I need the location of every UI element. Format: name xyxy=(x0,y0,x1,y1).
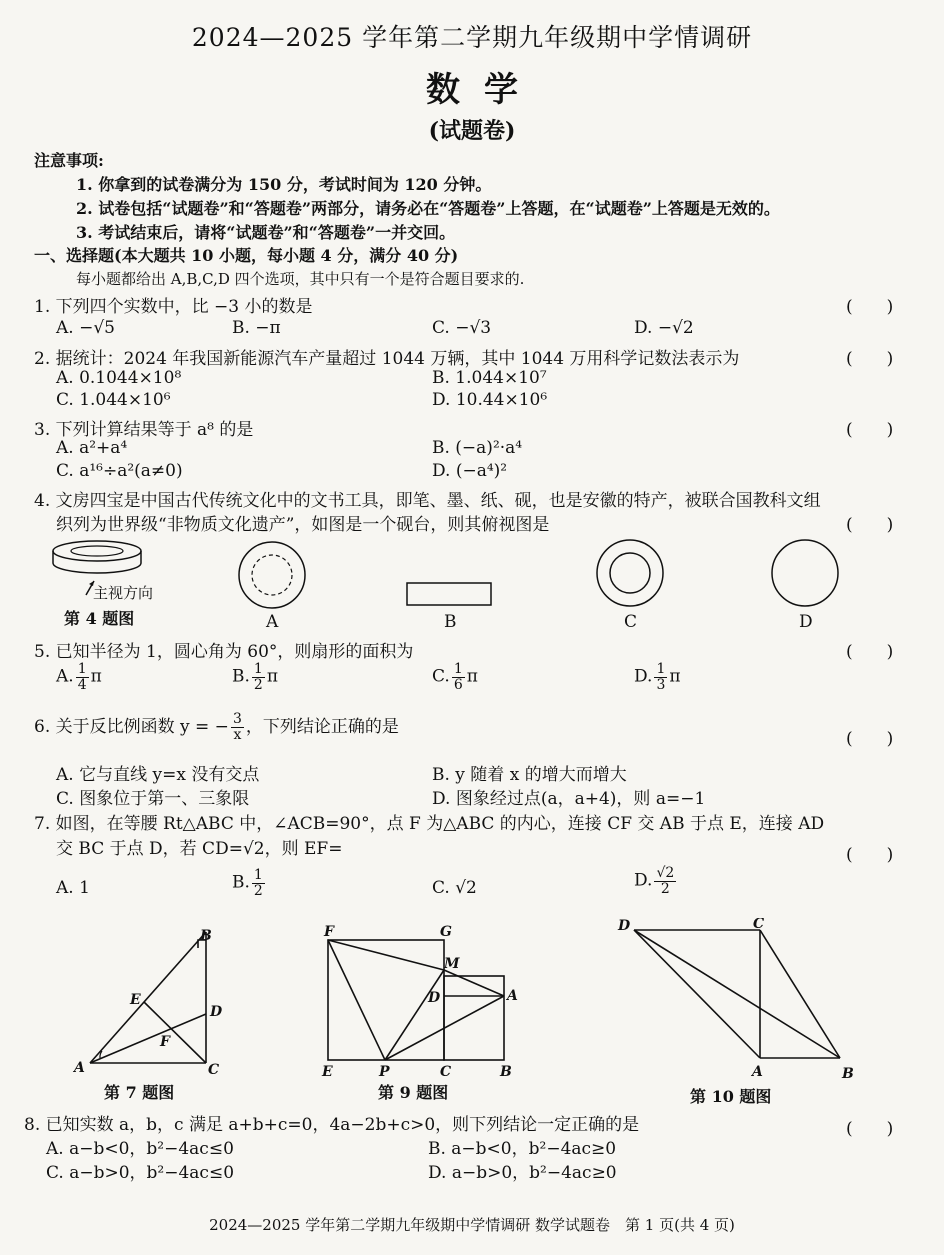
question-8-option-c: C. a−b>0，b²−4ac≤0 xyxy=(46,1163,235,1183)
view-option-a xyxy=(239,542,305,608)
fig10-point-label: C xyxy=(753,918,765,932)
fig7-point-label: E xyxy=(130,992,141,1008)
figure-7-caption: 第 7 题图 xyxy=(104,1083,175,1102)
figure-7-diagram xyxy=(90,932,206,1063)
fig9-point-label: M xyxy=(444,956,460,972)
question-6-stem: 6. 关于反比例函数 y = − $\frac{3}{x}$ ，下列结论正确的是 xyxy=(34,711,399,743)
fig9-point-label: P xyxy=(379,1064,390,1080)
question-3-option-c: C. a¹⁶÷a²(a≠0) xyxy=(56,461,183,481)
question-8-option-a: A. a−b<0，b²−4ac≤0 xyxy=(46,1139,234,1159)
question-6-option-b: B. y 随着 x 的增大而增大 xyxy=(432,765,627,785)
question-6-option-c: C. 图象位于第一、三象限 xyxy=(56,789,250,809)
fig7-point-label: D xyxy=(210,1004,223,1020)
fig9-point-label: A xyxy=(507,988,518,1004)
question-8-stem: 8. 已知实数 a，b，c 满足 a+b+c=0，4a−2b+c>0，则下列结论一定正确的是 xyxy=(24,1115,640,1135)
view-option-a-label: A xyxy=(266,612,279,632)
question-1-option-c: C. −√3 xyxy=(432,318,492,338)
fig10-point-label: A xyxy=(752,1064,763,1080)
figure-10-diagram xyxy=(634,930,840,1058)
question-7-option-b: B. $\frac{1}{2}$ xyxy=(232,867,263,899)
fig10-point-label: D xyxy=(618,918,631,934)
notice-item: 2. 试卷包括“试题卷”和“答题卷”两部分，请务必在“答题卷”上答题，在“试题卷”上答题是无效的。 xyxy=(76,199,780,218)
answer-paren: ( ) xyxy=(846,1119,894,1139)
answer-paren: ( ) xyxy=(846,420,894,440)
geometry-figures xyxy=(60,918,880,1088)
fig9-point-label: B xyxy=(500,1064,512,1080)
fig9-point-label: F xyxy=(324,924,334,940)
subject-title: 数学 xyxy=(426,70,542,110)
answer-paren: ( ) xyxy=(846,349,894,369)
question-5-option-c: C. $\frac{1}{6}$ π xyxy=(432,661,478,693)
figure-9-caption: 第 9 题图 xyxy=(378,1083,449,1102)
exam-title: 2024—2025 学年第二学期九年级期中学情调研 xyxy=(191,23,753,52)
view-option-c xyxy=(597,540,663,606)
answer-paren: ( ) xyxy=(846,845,894,865)
view-option-b xyxy=(407,583,491,605)
page-footer: 2024—2025 学年第二学期九年级期中学情调研 数学试题卷 第 1 页(共 4 页) xyxy=(209,1216,735,1234)
figure-10-caption: 第 10 题图 xyxy=(690,1087,772,1106)
notice-item: 1. 你拿到的试卷满分为 150 分，考试时间为 120 分钟。 xyxy=(76,175,492,194)
figure-4-caption: 第 4 题图 xyxy=(64,609,135,628)
fig9-point-label: C xyxy=(440,1064,452,1080)
question-2-option-d: D. 10.44×10⁶ xyxy=(432,390,548,410)
question-4-stem-continued: 织列为世界级“非物质文化遗产”，如图是一个砚台，则其俯视图是 xyxy=(56,515,550,535)
question-3-option-d: D. (−a⁴)² xyxy=(432,461,508,481)
question-6-option-a: A. 它与直线 y=x 没有交点 xyxy=(56,765,260,785)
fig9-point-label: G xyxy=(440,924,452,940)
question-5-option-a: A. $\frac{1}{4}$ π xyxy=(56,661,102,693)
answer-paren: ( ) xyxy=(846,642,894,662)
question-4-figures xyxy=(40,535,920,635)
answer-paren: ( ) xyxy=(846,515,894,535)
question-5-option-b: B. $\frac{1}{2}$ π xyxy=(232,661,279,693)
question-2-option-b: B. 1.044×10⁷ xyxy=(432,368,547,388)
view-option-d-label: D xyxy=(799,612,813,632)
notice-heading: 注意事项: xyxy=(34,151,104,170)
question-7-stem: 7. 如图，在等腰 Rt△ABC 中，∠ACB=90°，点 F 为△ABC 的内心，连接 CF 交 AB 于点 E，连接 AD xyxy=(34,814,825,834)
question-6-option-d: D. 图象经过点(a，a+4)，则 a=−1 xyxy=(432,789,706,809)
question-2-stem: 2. 据统计：2024 年我国新能源汽车产量超过 1044 万辆，其中 1044 万用科学记数法表示为 xyxy=(34,349,740,369)
fig7-point-label: F xyxy=(160,1034,170,1050)
view-option-d xyxy=(772,540,838,606)
question-3-stem: 3. 下列计算结果等于 a⁸ 的是 xyxy=(34,420,254,440)
answer-paren: ( ) xyxy=(846,297,894,317)
figure-9-diagram xyxy=(328,940,504,1060)
section-heading: 一、选择题(本大题共 10 小题，每小题 4 分，满分 40 分) xyxy=(34,246,459,265)
question-3-option-b: B. (−a)²·a⁴ xyxy=(432,438,523,458)
question-7-stem-continued: 交 BC 于点 D，若 CD=√2，则 EF= xyxy=(56,839,343,859)
question-2-option-a: A. 0.1044×10⁸ xyxy=(56,368,182,388)
paper-type-label: (试题卷) xyxy=(428,118,516,144)
question-1-option-a: A. −√5 xyxy=(56,318,115,338)
question-5-stem: 5. 已知半径为 1，圆心角为 60°，则扇形的面积为 xyxy=(34,642,414,662)
answer-paren: ( ) xyxy=(846,729,894,749)
question-1-option-b: B. −π xyxy=(232,318,281,338)
question-7-option-c: C. √2 xyxy=(432,878,477,898)
view-option-c-label: C xyxy=(624,612,638,632)
view-direction-label: 主视方向 xyxy=(93,584,154,602)
view-option-b-label: B xyxy=(444,612,457,632)
question-3-option-a: A. a²+a⁴ xyxy=(56,438,128,458)
question-4-stem: 4. 文房四宝是中国古代传统文化中的文书工具，即笔、墨、纸、砚，也是安徽的特产，被联合国教科文组 xyxy=(34,491,821,511)
question-2-option-c: C. 1.044×10⁶ xyxy=(56,390,171,410)
fig10-point-label: B xyxy=(842,1066,854,1082)
question-1-option-d: D. −√2 xyxy=(634,318,694,338)
question-8-option-b: B. a−b<0，b²−4ac≥0 xyxy=(428,1139,617,1159)
question-5-option-d: D. $\frac{1}{3}$ π xyxy=(634,661,681,693)
notice-item: 3. 考试结束后，请将“试题卷”和“答题卷”一并交回。 xyxy=(76,223,456,242)
question-7-option-d: D. $\frac{√2}{2}$ xyxy=(634,865,675,897)
question-7-option-a: A. 1 xyxy=(56,878,90,898)
fig7-point-label: A xyxy=(74,1060,85,1076)
question-1-stem: 1. 下列四个实数中，比 −3 小的数是 xyxy=(34,297,313,317)
fig9-point-label: E xyxy=(322,1064,333,1080)
question-8-option-d: D. a−b>0，b²−4ac≥0 xyxy=(428,1163,617,1183)
section-instruction: 每小题都给出 A,B,C,D 四个选项，其中只有一个是符合题目要求的. xyxy=(76,270,525,288)
fig9-point-label: D xyxy=(428,990,441,1006)
fig7-point-label: C xyxy=(208,1062,220,1078)
fig7-point-label: B xyxy=(200,928,212,944)
